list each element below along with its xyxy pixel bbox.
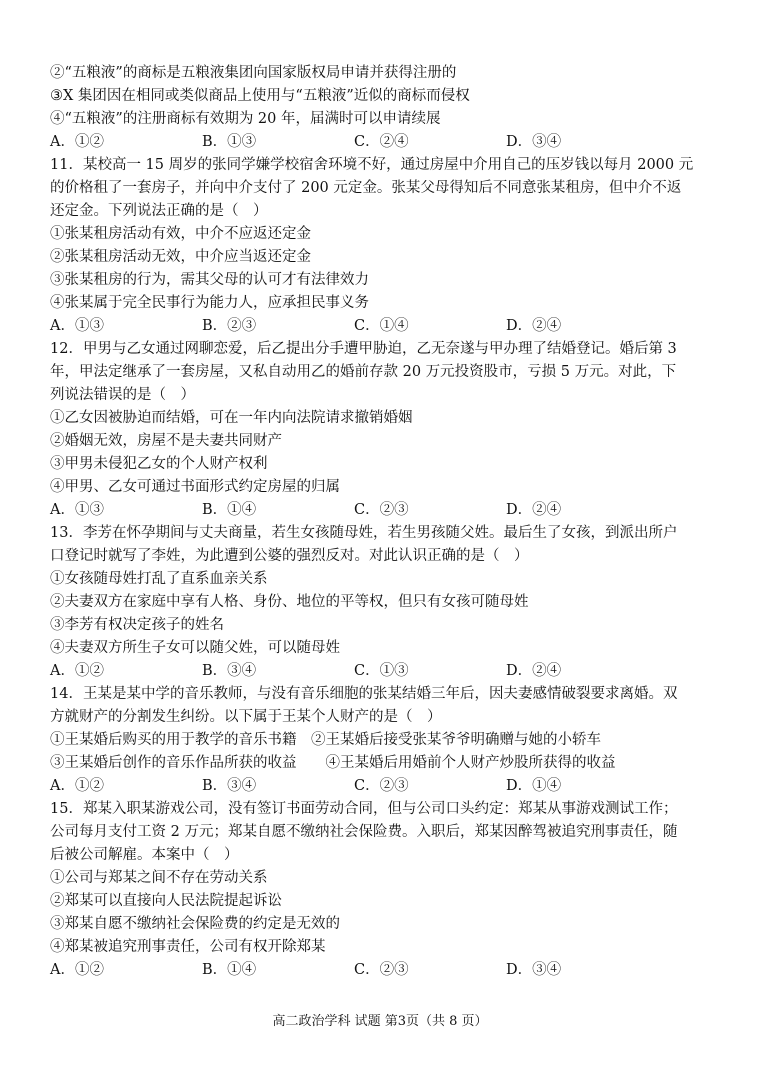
q14-statements-3-4: ③王某婚后创作的音乐作品所获的收益 ④王某婚后用婚前个人财产炒股所获得的收益 bbox=[50, 755, 616, 771]
q11-options bbox=[50, 315, 720, 338]
q15-stem-line-2: 公司每月支付工资 2 万元；郑某自愿不缴纳社会保险费。入职后，郑某因醉驾被追究刑事责任，随 bbox=[50, 824, 678, 840]
q15-stem-line-3: 后被公司解雇。本案中（ ） bbox=[50, 847, 239, 863]
q13-statement-4: ④夫妻双方所生子女可以随父姓，可以随母姓 bbox=[50, 640, 340, 656]
q14-option-a: A．①② bbox=[50, 778, 104, 794]
q13-statement-1: ①女孩随母姓打乱了直系血亲关系 bbox=[50, 571, 268, 587]
q15-statement-2: ②郑某可以直接向人民法院提起诉讼 bbox=[50, 893, 282, 909]
q11-option-a: A．①③ bbox=[50, 318, 104, 334]
q11-option-d: D．②④ bbox=[506, 318, 562, 334]
page-footer: 高二政治学科 试题 第3页（共 8 页） bbox=[272, 1014, 488, 1029]
q14-statements-1-2: ①王某婚后购买的用于教学的音乐书籍 ②王某婚后接受张某爷爷明确赠与她的小轿车 bbox=[50, 732, 601, 748]
q15-option-c: C．②③ bbox=[354, 962, 409, 978]
q15-options bbox=[50, 959, 720, 982]
q12-option-a: A．①③ bbox=[50, 502, 104, 518]
q14-option-b: B．③④ bbox=[202, 778, 257, 794]
q13-stem-line-2: 口登记时就写了李姓，为此遭到公婆的强烈反对。对此认识正确的是（ ） bbox=[50, 548, 529, 564]
q13-option-a: A．①② bbox=[50, 663, 104, 679]
q15-option-b: B．①④ bbox=[202, 962, 257, 978]
q15-option-a: A．①② bbox=[50, 962, 104, 978]
q13-option-c: C．①③ bbox=[354, 663, 409, 679]
q14-option-c: C．②③ bbox=[354, 778, 409, 794]
q10-statement-3: ③X 集团因在相同或类似商品上使用与“五粮液”近似的商标而侵权 bbox=[50, 88, 470, 104]
q13-options bbox=[50, 660, 720, 683]
q14-option-d: D．①④ bbox=[506, 778, 562, 794]
q13-stem-line-1: 13．李芳在怀孕期间与丈夫商量，若生女孩随母姓，若生男孩随父姓。最后生了女孩，到派出所户 bbox=[50, 525, 678, 541]
q10-option-d: D．③④ bbox=[506, 134, 562, 150]
q11-statement-3: ③张某租房的行为，需其父母的认可才有法律效力 bbox=[50, 272, 369, 288]
q12-option-b: B．①④ bbox=[202, 502, 257, 518]
q10-option-b: B．①③ bbox=[202, 134, 257, 150]
q12-stem-line-1: 12．甲男与乙女通过网聊恋爱，后乙提出分手遭甲胁迫，乙无奈遂与甲办理了结婚登记。婚后第 3 bbox=[50, 341, 677, 357]
q10-options bbox=[50, 131, 720, 154]
q11-option-c: C．①④ bbox=[354, 318, 409, 334]
q12-stem-line-3: 列说法错误的是（ ） bbox=[50, 387, 195, 403]
q12-option-c: C．②③ bbox=[354, 502, 409, 518]
q10-option-c: C．②④ bbox=[354, 134, 409, 150]
q10-statement-2: ②“五粮液”的商标是五粮液集团向国家版权局申请并获得注册的 bbox=[50, 65, 457, 81]
q15-statement-4: ④郑某被追究刑事责任，公司有权开除郑某 bbox=[50, 939, 326, 955]
q11-statement-4: ④张某属于完全民事行为能力人，应承担民事义务 bbox=[50, 295, 369, 311]
q11-statement-2: ②张某租房活动无效，中介应当返还定金 bbox=[50, 249, 311, 265]
q12-statement-3: ③甲男未侵犯乙女的个人财产权利 bbox=[50, 456, 268, 472]
q15-stem-line-1: 15．郑某入职某游戏公司，没有签订书面劳动合同，但与公司口头约定：郑某从事游戏测试工作； bbox=[50, 801, 678, 817]
q12-statement-4: ④甲男、乙女可通过书面形式约定房屋的归属 bbox=[50, 479, 340, 495]
q13-option-d: D．②④ bbox=[506, 663, 562, 679]
q15-option-d: D．③④ bbox=[506, 962, 562, 978]
q13-statement-2: ②夫妻双方在家庭中享有人格、身份、地位的平等权，但只有女孩可随母姓 bbox=[50, 594, 529, 610]
q15-statement-1: ①公司与郑某之间不存在劳动关系 bbox=[50, 870, 268, 886]
q12-statement-2: ②婚姻无效，房屋不是夫妻共同财产 bbox=[50, 433, 282, 449]
q11-stem-line-2: 的价格租了一套房子，并向中介支付了 200 元定金。张某父母得知后不同意张某租房，但中介不返 bbox=[50, 180, 682, 196]
q12-statement-1: ①乙女因被胁迫而结婚，可在一年内向法院请求撤销婚姻 bbox=[50, 410, 413, 426]
q12-option-d: D．②④ bbox=[506, 502, 562, 518]
q14-stem-line-2: 方就财产的分割发生纠纷。以下属于王某个人财产的是（ ） bbox=[50, 709, 442, 725]
q11-option-b: B．②③ bbox=[202, 318, 257, 334]
q11-statement-1: ①张某租房活动有效，中介不应返还定金 bbox=[50, 226, 311, 242]
q15-statement-3: ③郑某自愿不缴纳社会保险费的约定是无效的 bbox=[50, 916, 340, 932]
q13-statement-3: ③李芳有权决定孩子的姓名 bbox=[50, 617, 224, 633]
q14-options bbox=[50, 775, 720, 798]
q12-stem-line-2: 年，甲法定继承了一套房屋，又私自动用乙的婚前存款 20 万元投资股市，亏损 5 万元。对此，下 bbox=[50, 364, 677, 380]
q10-statement-4: ④“五粮液”的注册商标有效期为 20 年，届满时可以申请续展 bbox=[50, 111, 441, 127]
q12-options bbox=[50, 499, 720, 522]
q11-stem-line-3: 还定金。下列说法正确的是（ ） bbox=[50, 203, 268, 219]
q10-option-a: A．①② bbox=[50, 134, 104, 150]
q11-stem-line-1: 11．某校高一 15 周岁的张同学嫌学校宿舍环境不好，通过房屋中介用自己的压岁钱以每月 2000 元 bbox=[50, 157, 694, 173]
q14-stem-line-1: 14．王某是某中学的音乐教师，与没有音乐细胞的张某结婚三年后，因夫妻感情破裂要求离婚。双 bbox=[50, 686, 678, 702]
q13-option-b: B．③④ bbox=[202, 663, 257, 679]
